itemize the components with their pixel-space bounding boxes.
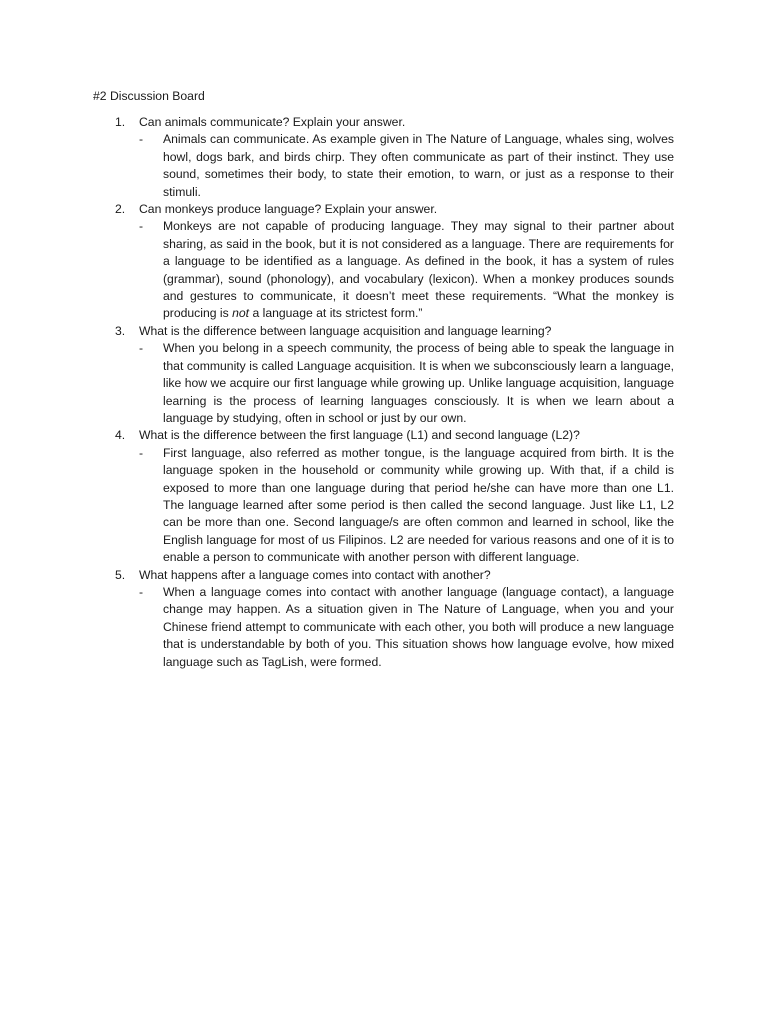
question-heading xyxy=(93,323,674,340)
question-list xyxy=(93,114,674,671)
question-number: 3. xyxy=(115,323,126,338)
question-item-5 xyxy=(93,567,674,671)
answer-text: When you belong in a speech community, the process of being able to speak the language in that community is called Language acquisition. It is when we subconsciously learn a language, like how we acquire our first language while growing up. Unlike language acquisition, language learning is the process of learning languages consciously. It is when we learn about a language by studying, often in school or just by our own. xyxy=(163,341,674,425)
question-item-3 xyxy=(93,323,674,427)
answer-paragraph xyxy=(93,445,674,567)
question-number: 1. xyxy=(115,115,126,129)
answer-text xyxy=(163,218,674,322)
answer-paragraph xyxy=(93,584,674,671)
answer-bullet-dash: - xyxy=(139,445,144,460)
question-text: Can animals communicate? Explain your answer. xyxy=(139,115,406,129)
question-text: What happens after a language comes into contact with another? xyxy=(139,567,491,582)
answer-emphasis: not xyxy=(232,306,250,321)
answer-text: Animals can communicate. As example given in The Nature of Language, whales sing, wolves howl, dogs bark, and birds chirp. They often communicate as part of their instinct. They use sound, sometimes their body, to state their emotion, to warn, or just as a response to their stimuli. xyxy=(163,132,674,199)
question-heading xyxy=(93,567,674,584)
answer-bullet-dash: - xyxy=(139,219,144,234)
answer-paragraph xyxy=(93,340,674,427)
answer-bullet-dash: - xyxy=(139,341,144,356)
question-heading xyxy=(93,201,674,218)
question-item-2 xyxy=(93,201,674,323)
answer-paragraph xyxy=(93,131,674,201)
question-number: 4. xyxy=(115,428,126,443)
answer-text: First language, also referred as mother tongue, is the language acquired from birth. It is the language spoken in the household or community while growing up. With that, if a child is exposed to more than one language during that period he/she can have more than one L1. The language learned after some period is then called the second language. Just like L1, L2 can be more than one. Second language/s are often common and learned in school, like the English language for most of us Filipinos. L2 are needed for various reasons and one of it is to enable a person to communicate with another person with different language. xyxy=(163,445,674,565)
answer-bullet-dash: - xyxy=(139,584,144,599)
question-heading xyxy=(93,427,674,444)
question-text: What is the difference between the first language (L1) and second language (L2)? xyxy=(139,428,580,443)
question-number: 5. xyxy=(115,567,126,582)
question-item-1 xyxy=(93,114,674,201)
question-number: 2. xyxy=(115,202,126,217)
question-heading xyxy=(93,114,674,131)
answer-paragraph xyxy=(93,218,674,322)
answer-text: When a language comes into contact with another language (language contact), a language change may happen. As a situation given in The Nature of Language, when you and your Chinese friend attempt to communicate with each other, you both will produce a new language that is understandable by both of you. This situation shows how language evolve, how mixed language such as TagLish, were formed. xyxy=(163,584,674,669)
answer-text-after: a language at its strictest form.” xyxy=(249,306,423,321)
question-text: What is the difference between language acquisition and language learning? xyxy=(139,323,552,338)
answer-text-before: Monkeys are not capable of producing language. They may signal to their partner about sharing, as said in the book, but it is not considered as a language. There are requirements for a language to be identified as a language. As defined in the book, it has a system of rules (grammar), sound (phonology), and vocabulary (lexicon). When a monkey produces sounds and gestures to communicate, it doesn’t meet these requirements. “What the monkey is producing is xyxy=(163,219,674,321)
question-item-4 xyxy=(93,427,674,566)
answer-bullet-dash: - xyxy=(139,132,144,147)
question-text: Can monkeys produce language? Explain your answer. xyxy=(139,202,438,217)
document-title: #2 Discussion Board xyxy=(93,89,205,103)
